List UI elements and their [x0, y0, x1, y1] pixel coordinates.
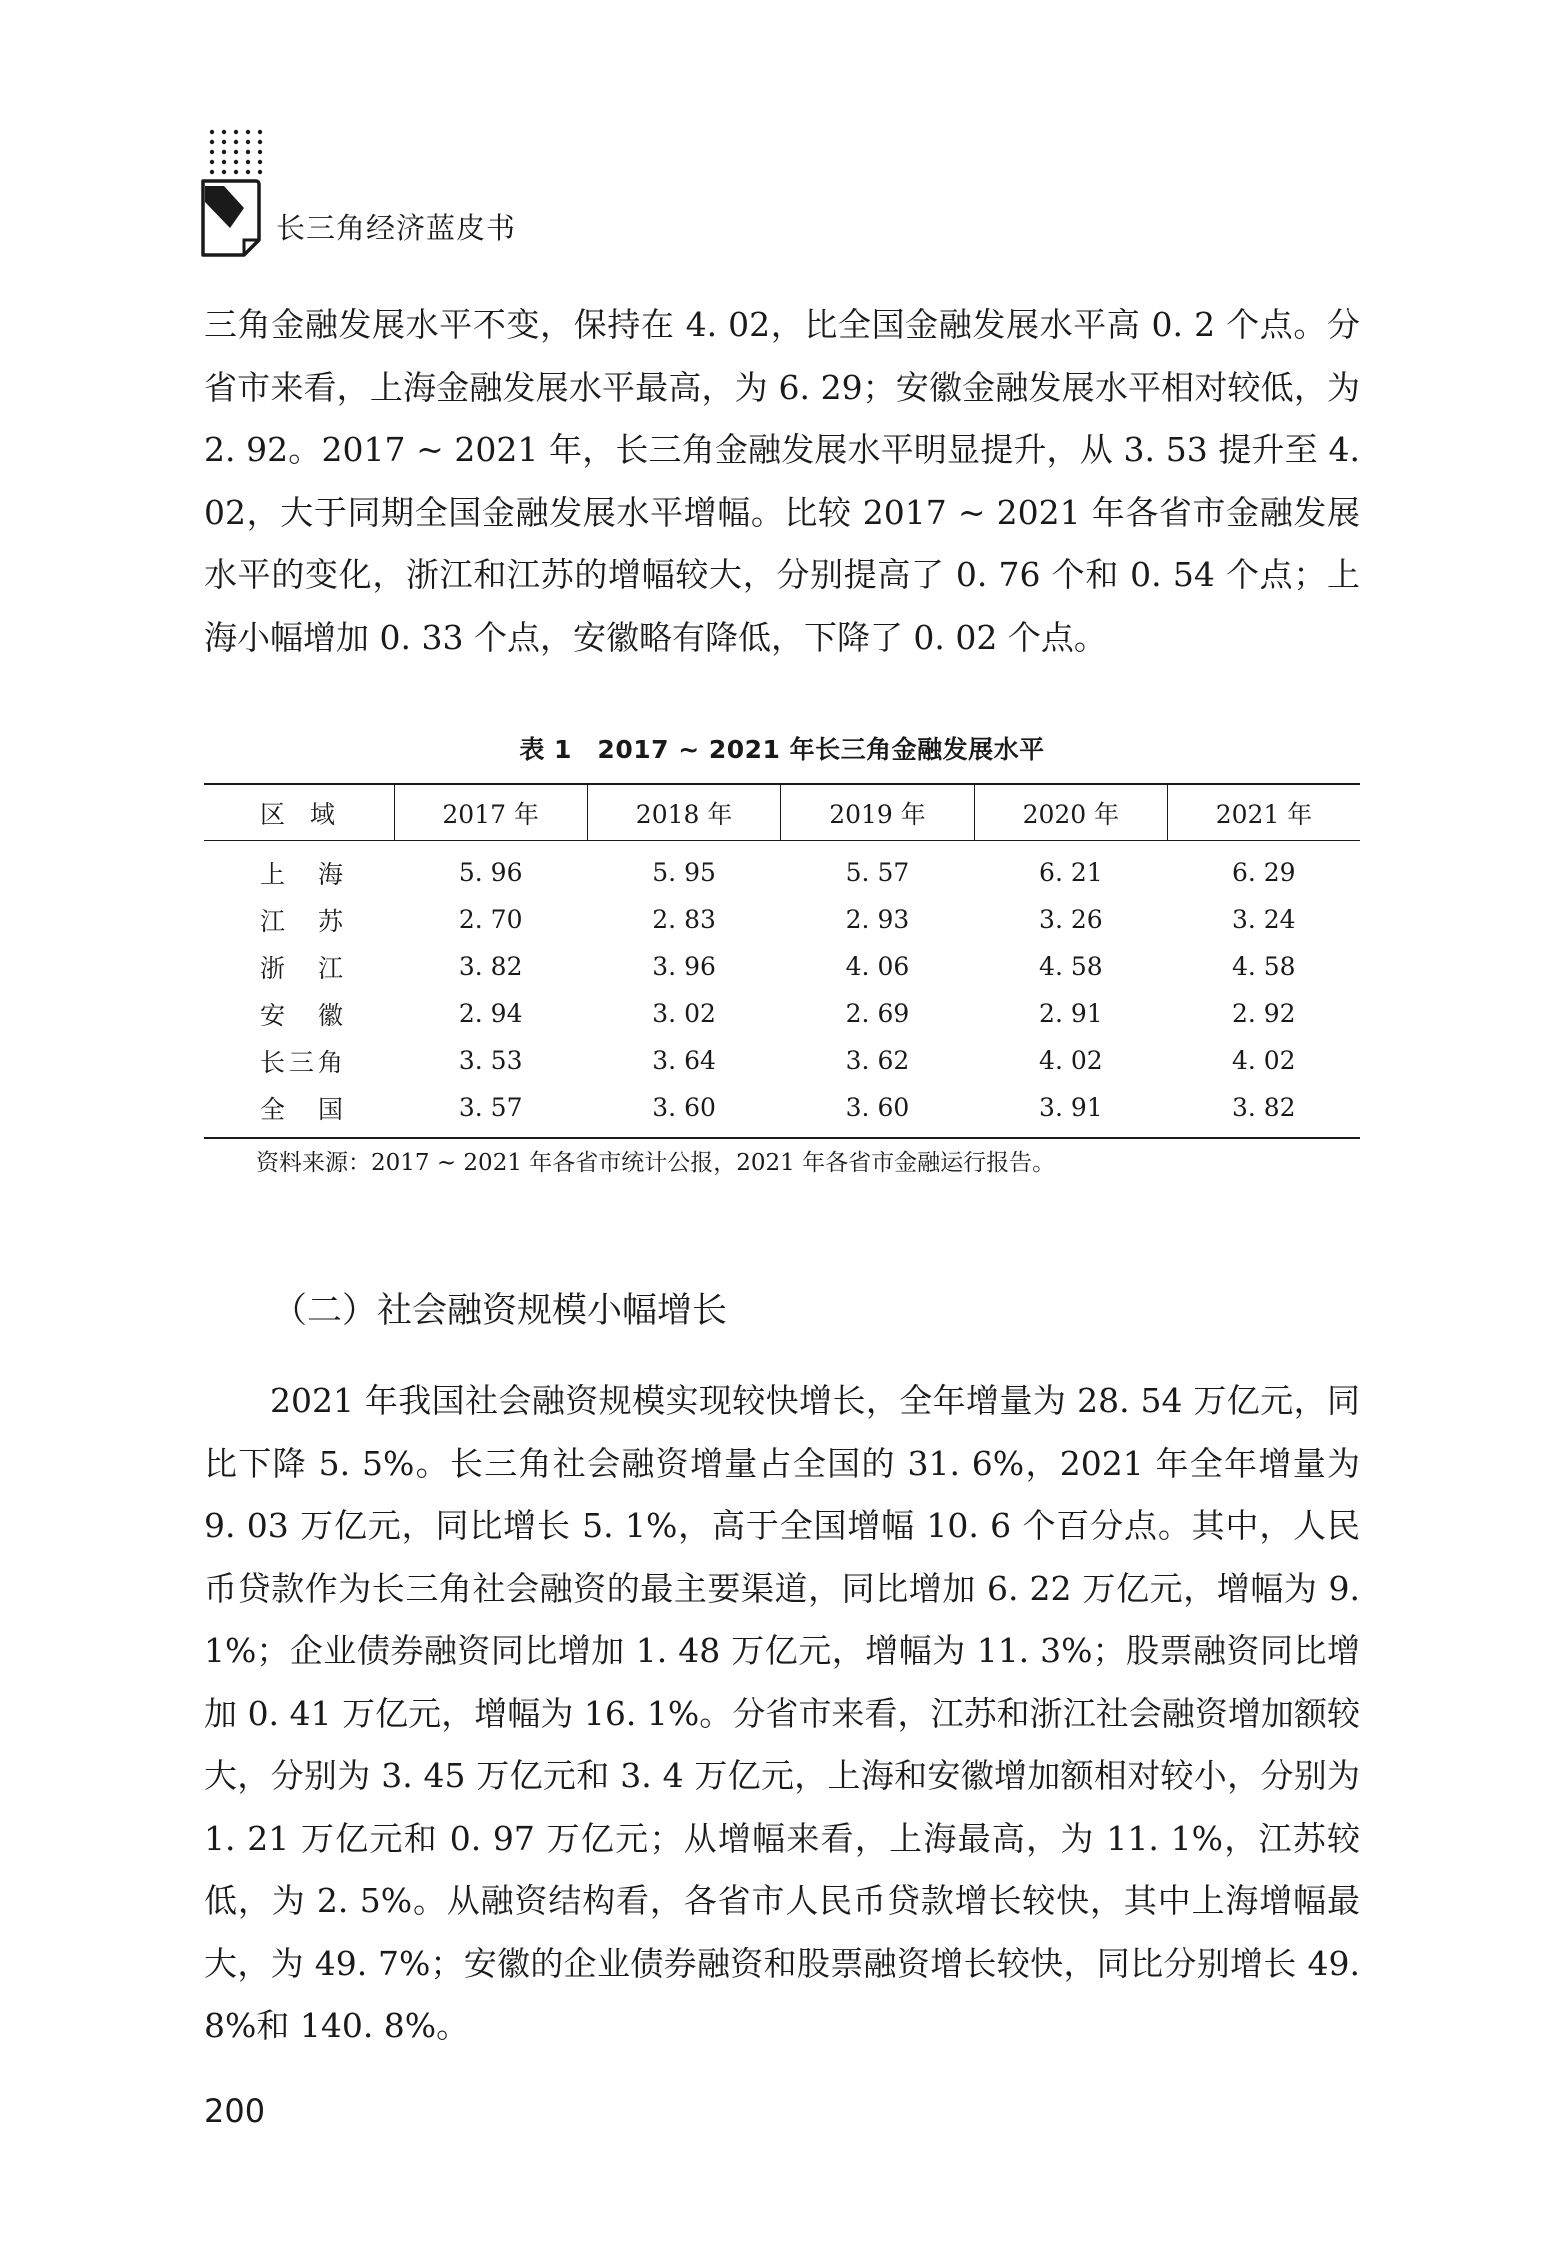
value-cell: 3. 53: [458, 1046, 523, 1075]
region-cell: 长三角: [260, 1047, 348, 1077]
value-cell: 4. 06: [845, 952, 910, 981]
value-cell: 2. 69: [845, 999, 910, 1028]
section-heading: （二）社会融资规模小幅增长: [272, 1291, 728, 1331]
dot-grid-icon: [208, 128, 264, 178]
finance-level-table: [204, 783, 1360, 1139]
intro-paragraph: 三角金融发展水平不变，保持在 4. 02，比全国金融发展水平高 0. 2 个点。分省市来看，上海金融发展水平最高，为 6. 29；安徽金融发展水平相对较低，为 2. 92。2017 ~ 2021 年，长三角金融发展水平明显提升，从 3. 53 提升至 4. 02，大于同期全国金融发展水平增幅。比较 2017 ~ 2021 年各省市金融发展水平的变化，浙江和江苏的增幅较大，分别提高了 0. 76 个和 0. 54 个点；上海小幅增加 0. 33 个点，安徽略有降低，下降了 0. 02 个点。: [204, 305, 1360, 657]
value-cell: 2. 91: [1039, 999, 1103, 1028]
value-cell: 3. 91: [974, 1084, 1167, 1138]
region-cell: 上 海: [260, 859, 348, 889]
value-cell: 4. 02: [1039, 1046, 1103, 1075]
column-header-2018: 2018 年: [587, 784, 780, 841]
value-cell: 3. 57: [394, 1084, 587, 1138]
table-row: [204, 990, 1360, 1037]
table-row: [204, 1084, 1360, 1138]
value-cell: 3. 02: [652, 999, 716, 1028]
table-row: [204, 841, 1360, 897]
column-header-2020: 2020 年: [974, 784, 1167, 841]
value-cell: 3. 96: [652, 952, 716, 981]
column-header-2017: 2017 年: [394, 784, 587, 841]
value-cell: 5. 96: [458, 858, 523, 887]
value-cell: 5. 57: [845, 858, 910, 887]
value-cell: 5. 95: [652, 858, 716, 887]
value-cell: 3. 62: [845, 1046, 910, 1075]
value-cell: 3. 82: [1168, 1084, 1360, 1138]
value-cell: 3. 24: [1231, 905, 1296, 934]
value-cell: 2. 83: [652, 905, 716, 934]
region-cell: 安 徽: [260, 1000, 348, 1030]
table-row: [204, 896, 1360, 943]
financing-paragraph: 2021 年我国社会融资规模实现较快增长，全年增量为 28. 54 万亿元，同比下降 5. 5%。长三角社会融资增量占全国的 31. 6%，2021 年全年增量为 9. 03 万亿元，同比增长 5. 1%，高于全国增幅 10. 6 个百分点。其中，人民币贷款作为长三角社会融资的最主要渠道，同比增加 6. 22 万亿元，增幅为 9. 1%；企业债券融资同比增加 1. 48 万亿元，增幅为 11. 3%；股票融资同比增加 0. 41 万亿元，增幅为 16. 1%。分省市来看，江苏和浙江社会融资增加额较大，分别为 3. 45 万亿元和 3. 4 万亿元，上海和安徽增加额相对较小，分别为 1. 21 万亿元和 0. 97 万亿元；从增幅来看，上海最高，为 11. 1%，江苏较低，为 2. 5%。从融资结构看，各省市人民币贷款增长较快，其中上海增幅最大，为 49. 7%；安徽的企业债券融资和股票融资增长较快，同比分别增长 49. 8%和 140. 8%。: [204, 1381, 1360, 2045]
region-cell: 全 国: [204, 1084, 394, 1138]
value-cell: 2. 92: [1231, 999, 1296, 1028]
value-cell: 2. 70: [458, 905, 523, 934]
table-header-row: [204, 784, 1360, 841]
region-cell: 浙 江: [260, 953, 348, 983]
value-cell: 4. 02: [1231, 1046, 1296, 1075]
value-cell: 3. 64: [652, 1046, 716, 1075]
value-cell: 6. 29: [1231, 858, 1296, 887]
running-header: [200, 120, 600, 260]
value-cell: 4. 58: [1039, 952, 1103, 981]
value-cell: 2. 94: [458, 999, 523, 1028]
header-title: 长三角经济蓝皮书: [276, 211, 517, 245]
column-header-2019: 2019 年: [781, 784, 974, 841]
value-cell: 3. 60: [781, 1084, 974, 1138]
value-cell: 4. 58: [1231, 952, 1296, 981]
value-cell: 2. 93: [845, 905, 910, 934]
table-caption: 表 1 2017 ~ 2021 年长三角金融发展水平: [519, 735, 1045, 764]
table-row: [204, 1037, 1360, 1084]
table-source-note: 资料来源：2017 ~ 2021 年各省市统计公报，2021 年各省市金融运行报告。: [256, 1150, 1056, 1176]
book-icon: [200, 178, 262, 258]
region-cell: 江 苏: [260, 906, 348, 936]
column-header-2021: 2021 年: [1168, 784, 1360, 841]
value-cell: 6. 21: [1039, 858, 1103, 887]
value-cell: 3. 26: [1039, 905, 1103, 934]
page-number: 200: [204, 2092, 266, 2130]
table-row: [204, 943, 1360, 990]
column-header-region: 区 域: [204, 784, 394, 841]
value-cell: 3. 60: [587, 1084, 780, 1138]
value-cell: 3. 82: [458, 952, 523, 981]
